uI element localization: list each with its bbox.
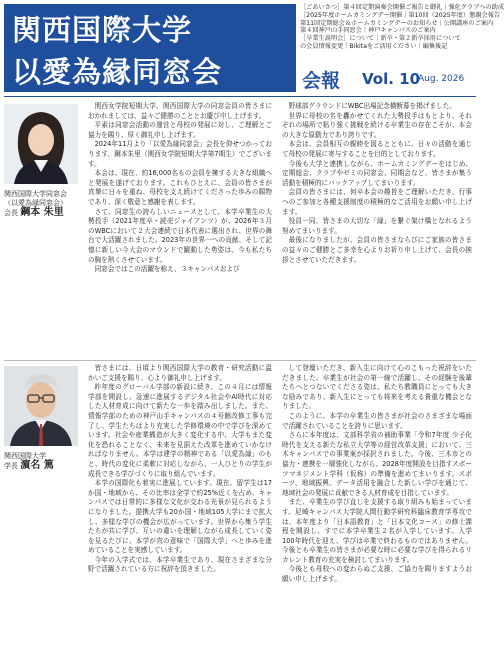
issue-date: Aug. 2026: [418, 74, 465, 84]
issue-info: [300, 66, 476, 90]
president-photo: [4, 104, 78, 184]
president-profile: [4, 104, 82, 218]
alumni-association-alias: （以愛為縁同窓会）: [4, 199, 67, 207]
newsletter-title-line1: 関西国際大学: [12, 13, 193, 47]
paragraph: 同窓会ではこの活躍を称え、３キャンパスおよび: [94, 265, 240, 274]
paragraph: さらに本年度は、文部科学省の補助事業「令和7年度 少子化時代を支える新たな私立大学等の経営改革支援」において、三木キャンパスでの事業案が採択されました。今後、三木市との協力・連携を一層強化しながら、2028年度開設を目指すスポーツマネジメント学科（仮称）の準備を進めてまいります。スポーツ、地域振興、データ活用を融合した新しい学びを通じて、地域社会の発展に貢献できる人材育成を目指しています。: [282, 431, 472, 497]
paragraph: 最後になりましたが、会員の皆さまならびにご家族の皆さまの益々のご健勝とご多幸を心よりお祈り申し上げて、会長の挨拶とさせていただきます。: [282, 236, 472, 264]
university-greeting-column-2: [282, 364, 472, 654]
paragraph: さて、同窓生の誇らしいニュースとして、本学卒業生の大勢投手（2021年度卒・読売ジャイアンツ）が、2026年３月のWBCにおいて２大会連続で日本代表に選出され、世界の舞台で大活躍されました。2023年の世界一への貢献、そして記憶に新しい今大会のマウンドで躍動した勇姿は、今も私たちの胸を熱くさせています。: [88, 207, 272, 264]
toc-item: ［卒業生説明会］について｜新卒・第２新卒採用について: [300, 35, 461, 43]
university-president-role: 学長: [4, 462, 18, 470]
president-caption: [4, 190, 82, 218]
paragraph: 今後も大学と連携しながら、ホームカミングデーをはじめ、定期総会、クラブやゼミの同窓会、同期会など、皆さまが集う活動を積極的にバックアップしてまいります。: [282, 159, 472, 187]
paragraph: して登壇いただき、新入生に向けて心のこもった祝辞をいただきました。卒業生が社会の第一線で活躍し、その経験を後輩たちへとつないでくださる姿は、私たち教職員にとっても大きな励みであり、新入生にとっても将来を考える貴重な機会となりました。: [282, 364, 472, 411]
paragraph: 関西女学院短期大学、関西国際大学の同窓会員の皆さまにおかれましては、益々ご健勝のこととお慶び申し上げます。: [88, 102, 272, 120]
section-divider: [4, 360, 476, 361]
paragraph: 会員の皆さまには、何卒本会の趣旨をご理解いただき、行事へのご参加と各種支援制度の積極的なご活用をお願い申し上げます。: [282, 188, 472, 216]
paragraph: 今年の入学式では、本学卒業生であり、現在さまざまな分野で活躍されている方に祝辞を頂きました。: [88, 555, 272, 574]
paragraph: 平素は同窓会活動の運営と母校の発展に対し、ご理解とご協力を賜り、厚く御礼申し上げます。: [88, 121, 272, 139]
toc-item: ［ごあいさつ］第４回定期演奏会開催ご報告と御礼｜強化クラブへの助成: [300, 4, 504, 11]
paragraph: 世界に母校の名を轟かせてくれた大勢投手はもとより、それぞれの場所で粘り強く挑戦を続ける卒業生の存在こそが、本会の大きな原動力であり誇りです。: [282, 111, 472, 139]
university-president-profile: [4, 366, 82, 471]
alumni-association-name: 関西国際大学同窓会: [4, 190, 67, 198]
toc-item: 第11回定期総会＆ホームカミングデーのお知らせ｜公開講座のご案内: [300, 19, 494, 27]
university-president-caption: [4, 452, 82, 471]
president-name: 鋼本 朱里: [20, 207, 64, 218]
masthead-title-block: [4, 4, 296, 92]
university-president-photo: [4, 366, 78, 446]
newsletter-title-line2: 以愛為縁同窓会: [12, 55, 223, 89]
kaiho-label: 会報: [302, 70, 341, 92]
university-president-name: 濵名 篤: [20, 460, 54, 471]
president-greeting-column-2: [282, 102, 472, 354]
table-of-contents: [300, 4, 504, 60]
paragraph: 今後とも母校への変わらぬご支援、ご協力を賜りますようお願い申し上げます。: [282, 565, 472, 584]
paragraph: 皆さまには、日頃より関西国際大学の教育・研究活動に温かいご支援を賜り、心より御礼申し上げます。: [88, 364, 272, 382]
paragraph: また、卒業生の学び直しを支援する取り組みも始まっています。尼崎キャンパス大学院人間行動学研究科臨床教育学専攻では、本年度より「日本語教育」と「日本文化コース」の修士課程を開設し、すでに本学卒業生２名が入学しています。入学100年時代を迎え、学びは卒業で終わるものではありません。今後とも卒業生の皆さまが必要な時に必要な学びを得られるリカレント教育の充実を検討してまいります。: [282, 498, 472, 564]
paragraph: 2024年11月より「以愛為縁同窓会」会長を仰せつかっております、鋼本朱里（関西女学院短期大学第7期生）でございます。: [88, 140, 272, 168]
header-rule: [4, 96, 476, 97]
paragraph: このように、本学の卒業生の皆さまが社会のさまざまな場面で活躍されていることを誇りに思います。: [282, 411, 472, 430]
university-name: 関西国際大学: [4, 452, 46, 460]
masthead: [0, 0, 504, 96]
paragraph: 本会は、現在、約16,000名もの会員を擁する大きな組織へと発展を遂げております。これもひとえに、会員の皆さまが真摯に日々を重ね、母校を支え続けてくださった歩みの賜物であり、深く敬意と感謝を表します。: [88, 169, 272, 206]
paragraph: 役員一同、皆さまの大切な「縁」を繋ぐ架け橋となれるよう努めてまいります。: [282, 217, 472, 235]
university-greeting-column-1: [88, 364, 272, 654]
paragraph: 野球部グラウンドにWBC出場記念横断幕を掲げました。: [288, 102, 456, 110]
president-greeting-column-1: [88, 102, 272, 354]
paragraph: 本学の国際化も着実に進展しています。現在、留学生は17か国・地域から、その比率は全学で約25%近くを占め、キャンパスでは日常的に多様な文化が交わる光景が見られるようになりました。提携大学も20か国・地域105大学にまで拡大し、多様な学びの機会が広がっています。世界から集う学生たちが共に学び、互いの違いを理解しながら成長していく姿を見るたびに、本学が真の意味で「国際大学」へと歩みを進めていることを実感しています。: [88, 479, 272, 555]
president-role: 会長: [4, 209, 18, 217]
toc-item: ［2025年度ホームカミングデー開催｜第10回（2025年度）懇親会報告: [300, 11, 501, 19]
volume-number: Vol. 10: [362, 70, 421, 88]
paragraph: 昨年度のグローバル学部の新設に続き、この４月には情報学部を開設し、急速に進展するデジタル社会やAI時代に対応した人材育成に向けて新たな一歩を踏み出しました。また、情報学部のための神戸山手キャンパスの４号館改修工事も完了し、学生たちはより充実した学修環境の中で学びを深めています。社会や産業構造が大きく変化する中、大学もまた変化を恐れることなく、未来を見据えた改革を進めていかなければなりません。本学は建学の精神である「以愛為縁」のもと、時代の変化に柔軟に対応しながら、一人ひとりの学生が成長できる学びづくりに取り組んでいます。: [88, 383, 272, 478]
toc-item: の会員情報変更｜Bikitaをご活用ください｜編集後記: [300, 42, 448, 50]
toc-item: 第４回神戸山手同窓会｜神戸キャンパスのご案内: [300, 27, 436, 35]
paragraph: 本会は、会員相互の親睦を図るとともに、日々の活動を通じて母校の発展に寄与することを目的としております。: [282, 140, 472, 158]
